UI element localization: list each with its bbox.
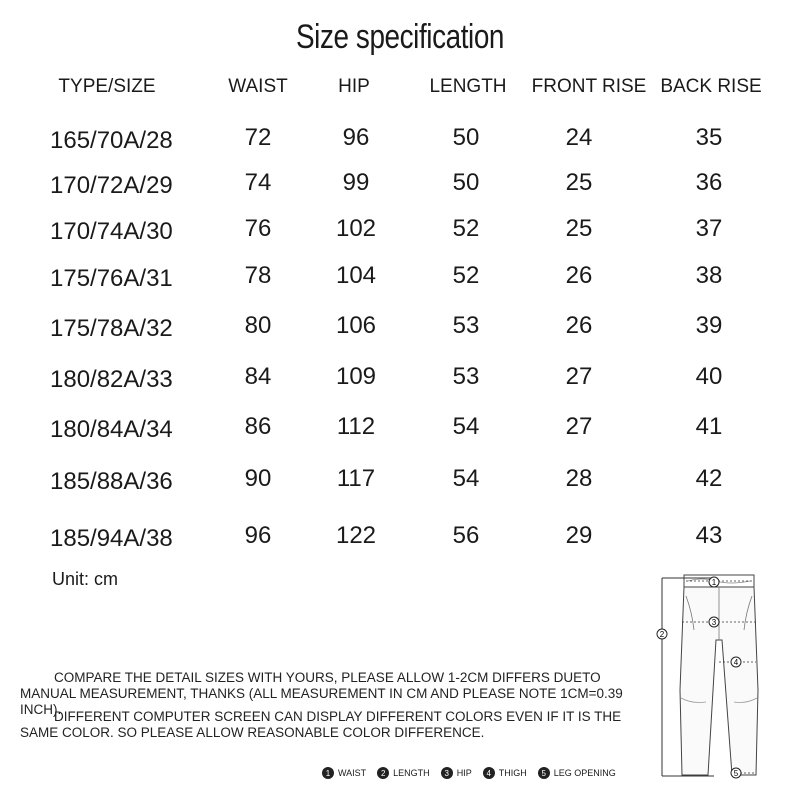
cell-hip: 122 <box>335 522 377 549</box>
marker-waist: 1 <box>711 578 717 587</box>
cell-hip: 117 <box>336 465 376 492</box>
cell-type: 170/74A/30 <box>50 218 173 245</box>
cell-length: 53 <box>452 363 480 390</box>
cell-hip: 102 <box>335 215 377 242</box>
cell-back-rise: 36 <box>695 169 723 196</box>
note-text: DIFFERENT COMPUTER SCREEN CAN DISPLAY DIFFERENT COLORS EVEN IF IT IS THE SAME COLOR. SO PLEASE ALLOW REASONABLE COLOR DIFFERENCE. <box>20 709 622 740</box>
cell-back-rise: 35 <box>695 124 723 151</box>
cell-type: 180/82A/33 <box>50 366 173 393</box>
legend-item-waist: 1 WAIST <box>322 767 366 779</box>
page-title: Size specification <box>295 18 505 56</box>
cell-waist: 76 <box>244 215 272 242</box>
cell-waist: 74 <box>244 169 272 196</box>
legend-item-thigh: 4 THIGH <box>483 767 527 779</box>
pants-measurement-diagram-icon <box>652 570 792 790</box>
cell-type: 165/70A/28 <box>50 127 173 154</box>
cell-length: 54 <box>452 413 480 440</box>
cell-hip: 109 <box>335 363 377 390</box>
cell-front-rise: 24 <box>565 124 593 151</box>
legend-item-hip: 3 HIP <box>441 767 472 779</box>
cell-hip: 106 <box>335 312 377 339</box>
cell-length: 50 <box>452 124 480 151</box>
column-header-back-rise: BACK RISE <box>660 76 762 97</box>
column-header-type: TYPE/SIZE <box>58 76 156 97</box>
cell-back-rise: 39 <box>695 312 723 339</box>
cell-hip: 112 <box>336 413 376 440</box>
marker-leg-opening: 5 <box>733 769 739 778</box>
measurement-legend <box>322 767 627 779</box>
column-header-waist: WAIST <box>228 76 288 97</box>
cell-type: 180/84A/34 <box>50 416 173 443</box>
cell-waist: 78 <box>244 262 272 289</box>
cell-back-rise: 41 <box>695 413 723 440</box>
cell-type: 175/78A/32 <box>50 315 173 342</box>
marker-hip: 3 <box>711 618 717 627</box>
note-text: COMPARE THE DETAIL SIZES WITH YOURS, PLEASE ALLOW 1-2CM DIFFERS DUETO MANUAL MEASUREMENT, THANKS (ALL MEASUREMENT IN CM AND PLEASE NOTE 1CM=0.39 INCH). <box>20 670 623 717</box>
cell-length: 52 <box>452 215 480 242</box>
cell-front-rise: 26 <box>565 262 593 289</box>
cell-back-rise: 38 <box>695 262 723 289</box>
cell-waist: 86 <box>244 413 272 440</box>
cell-front-rise: 25 <box>565 215 593 242</box>
legend-item-length: 2 LENGTH <box>377 767 430 779</box>
cell-length: 53 <box>452 312 480 339</box>
cell-length: 56 <box>452 522 480 549</box>
cell-type: 185/88A/36 <box>50 468 173 495</box>
cell-waist: 90 <box>244 465 272 492</box>
cell-length: 54 <box>452 465 480 492</box>
column-header-front-rise: FRONT RISE <box>531 76 647 97</box>
column-header-hip: HIP <box>338 76 370 97</box>
cell-front-rise: 27 <box>565 413 593 440</box>
cell-waist: 84 <box>244 363 272 390</box>
unit-label: Unit: cm <box>52 569 119 589</box>
cell-type: 170/72A/29 <box>50 172 173 199</box>
column-header-length: LENGTH <box>429 76 507 97</box>
cell-front-rise: 28 <box>565 465 593 492</box>
cell-front-rise: 29 <box>565 522 593 549</box>
cell-front-rise: 26 <box>565 312 593 339</box>
cell-waist: 72 <box>244 124 272 151</box>
note-color-difference <box>20 709 640 741</box>
cell-hip: 104 <box>335 262 377 289</box>
legend-item-leg-opening: 5 LEG OPENING <box>538 767 616 779</box>
cell-length: 52 <box>452 262 480 289</box>
cell-back-rise: 40 <box>695 363 723 390</box>
cell-back-rise: 42 <box>695 465 723 492</box>
cell-length: 50 <box>452 169 480 196</box>
cell-waist: 80 <box>244 312 272 339</box>
cell-type: 175/76A/31 <box>50 265 173 292</box>
marker-thigh: 4 <box>733 658 739 667</box>
cell-type: 185/94A/38 <box>50 525 173 552</box>
marker-length: 2 <box>659 630 665 639</box>
cell-front-rise: 25 <box>565 169 593 196</box>
cell-hip: 99 <box>342 169 370 196</box>
cell-hip: 96 <box>342 124 370 151</box>
cell-waist: 96 <box>244 522 272 549</box>
cell-back-rise: 43 <box>695 522 723 549</box>
cell-back-rise: 37 <box>695 215 723 242</box>
cell-front-rise: 27 <box>565 363 593 390</box>
